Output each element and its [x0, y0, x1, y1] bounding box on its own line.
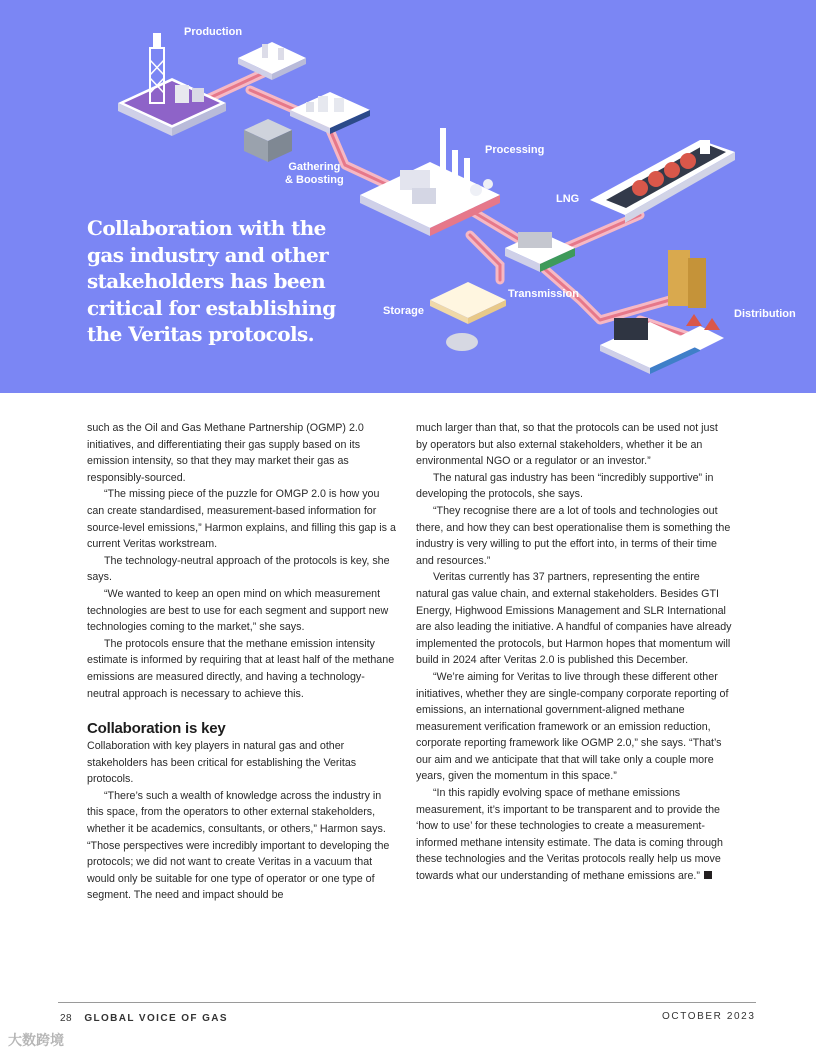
section-heading: Collaboration is key [87, 720, 226, 738]
issue-date: OCTOBER 2023 [662, 1011, 756, 1022]
paragraph: much larger than that, so that the protocols can be used not just by operators but also external stakeholders, whether it be an environmental NGO or a regulator or an investor.” [416, 422, 718, 468]
paragraph: The technology-neutral approach of the protocols is key, she says. [87, 554, 390, 584]
label-gathering-boosting: Gathering & Boosting [285, 161, 344, 186]
article-column-left [87, 420, 396, 904]
label-transmission: Transmission [508, 288, 579, 300]
footer-folio [60, 1013, 228, 1024]
paragraph: The protocols ensure that the methane emission intensity estimate is informed by requiring that at least half of the methane emissions are measured directly, and having a technology-neutral approach is necessary to achieve this. [87, 637, 395, 700]
label-production: Production [184, 26, 243, 38]
paragraph: “The missing piece of the puzzle for OMGP 2.0 is how you can create standardised, measurement-based information for source-level emissions,” Harmon explains, and filling this gap is a current Veritas workstream. [87, 488, 396, 551]
paragraph: such as the Oil and Gas Methane Partnership (OGMP) 2.0 initiatives, and differentiating their gas supply based on its emission intensity, so that they may market their gas as responsibly-sourced. [87, 422, 364, 484]
paragraph-text: “In this rapidly evolving space of methane emissions measurement, it’s important to be transparent and to provide the ‘how to use’ for these technologies to create a measurement-informed methane intensity estimate. The data is coming through these technologies and the Veritas protocols really help us move towards what our understanding of methane emissions are.” [416, 787, 723, 883]
paragraph: “There’s such a wealth of knowledge across the industry in this space, from the operators to other external stakeholders, whether it be academics, consultants, or others,” Harmon says. “Those perspectives were incredibly important to developing the protocols; we did not want to create Veritas in a vacuum that would only be suitable for one type of operator or one type of segment. The need and impact should be [87, 789, 390, 902]
pull-quote: Collaboration with the gas industry and other stakeholders has been critical for establishing the Veritas protocols. [87, 216, 336, 346]
production-facility [118, 33, 226, 136]
gathering-boosting-facility [244, 92, 370, 162]
paragraph: The natural gas industry has been “incredibly supportive” in developing the protocols, she says. [416, 471, 714, 501]
paragraph: Veritas currently has 37 partners, representing the entire natural gas value chain, and external stakeholders. Besides GTI Energy, Highwood Emissions Management and SLR International are also leading the initiative. A handful of companies have already implemented the protocols, but Harmon hopes that momentum will build in 2024 after Veritas 2.0 is published this December. [416, 571, 732, 667]
paragraph: Collaboration with key players in natural gas and other stakeholders has been critical for establishing the Veritas protocols. [87, 740, 357, 786]
paragraph-final [416, 785, 732, 885]
footer-divider [58, 1002, 756, 1003]
lng-tanker [590, 140, 735, 223]
label-distribution: Distribution [734, 308, 796, 320]
paragraph: “We’re aiming for Veritas to live through these different other initiatives, whether they are single-company corporate reporting of emissions, an international government-aligned methane measurement verification framework or an emission reduction, corporate reporting framework like OGMP 2.0,” she says. “That’s our aim and we anticipate that that will take only a couple more years, given the momentum in this space.” [416, 670, 729, 783]
label-storage: Storage [383, 305, 424, 317]
label-lng: LNG [556, 193, 580, 205]
page-number: 28 [60, 1013, 73, 1024]
hero-illustration [0, 0, 816, 393]
end-of-article-mark [704, 871, 712, 879]
label-processing: Processing [485, 144, 545, 156]
publication-name: GLOBAL VOICE OF GAS [84, 1013, 228, 1024]
article-column-right [416, 420, 732, 885]
paragraph: “We wanted to keep an open mind on which measurement technologies are best to use for each segment and support new technologies coming to the market,” she says. [87, 587, 389, 634]
production-wellpad [238, 42, 306, 80]
watermark: 大数跨境 [8, 1032, 64, 1048]
paragraph: “They recognise there are a lot of tools and technologies out there, and how they can best operationalise them is something the industry is very willing to put the effort into, in terms of their time and resources.” [416, 504, 731, 567]
storage-site [430, 282, 506, 351]
